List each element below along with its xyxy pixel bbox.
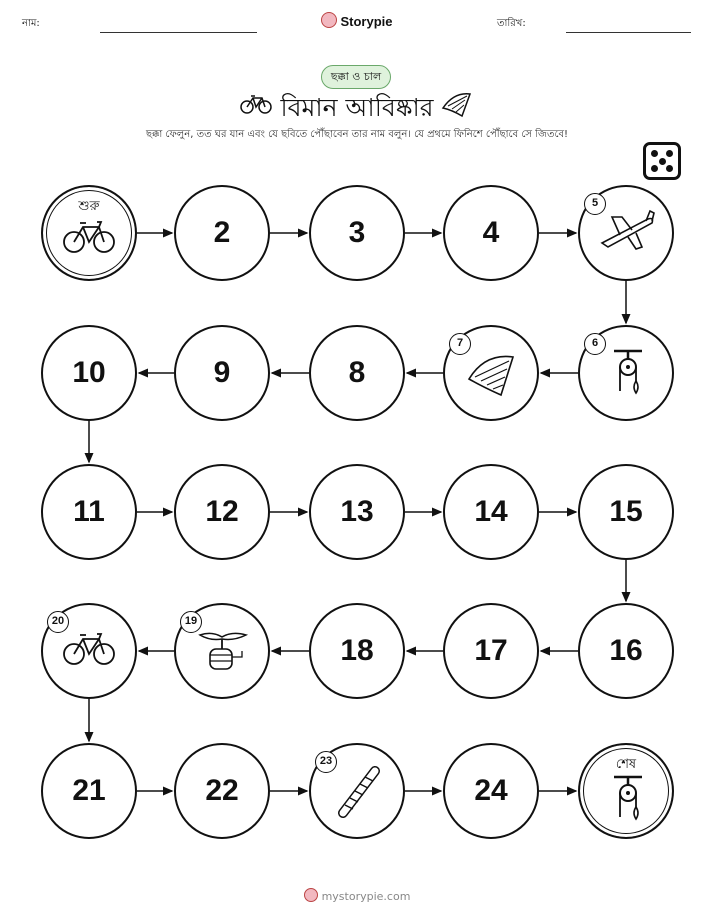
instructions: ছক্কা ফেলুন, তত ঘর যান এবং যে ছবিতে পৌঁছাবেন তার নাম বলুন। যে প্রথমে ফিনিশে পৌঁছাবে সে জিতবে! <box>145 129 569 140</box>
start-label: শুরু <box>78 199 100 214</box>
space-number: 17 <box>474 634 508 667</box>
space-number: 10 <box>72 356 106 389</box>
board-space-14[interactable] <box>443 464 539 560</box>
brand-logo: Storypie <box>0 12 714 29</box>
space-number: 2 <box>213 216 231 249</box>
board-space-5[interactable] <box>578 185 674 281</box>
board-space-16[interactable] <box>578 603 674 699</box>
start-space[interactable] <box>41 185 137 281</box>
board-space-10[interactable] <box>41 325 137 421</box>
space-number: 14 <box>474 495 508 528</box>
space-number: 16 <box>609 634 643 667</box>
space-number: 4 <box>482 216 500 249</box>
space-number-badge: 19 <box>180 611 202 633</box>
board-space-6[interactable] <box>578 325 674 421</box>
space-number: 11 <box>73 495 105 528</box>
board-space-12[interactable] <box>174 464 270 560</box>
board-space-19[interactable] <box>174 603 270 699</box>
board-space-13[interactable] <box>309 464 405 560</box>
space-number-badge: 5 <box>584 193 606 215</box>
board-space-20[interactable] <box>41 603 137 699</box>
board-space-24[interactable] <box>443 743 539 839</box>
board-space-4[interactable] <box>443 185 539 281</box>
board-space-3[interactable] <box>309 185 405 281</box>
board-space-18[interactable] <box>309 603 405 699</box>
space-number: 21 <box>72 774 106 807</box>
space-number-badge: 7 <box>449 333 471 355</box>
space-number-badge: 6 <box>584 333 606 355</box>
footer: mystorypie.com <box>0 888 714 903</box>
date-label: তারিখ: <box>497 18 526 29</box>
board-space-9[interactable] <box>174 325 270 421</box>
board-space-2[interactable] <box>174 185 270 281</box>
space-number: 9 <box>213 356 231 389</box>
space-number: 22 <box>205 774 239 807</box>
space-number: 12 <box>205 495 239 528</box>
space-number-badge: 23 <box>315 751 337 773</box>
game-type-badge: ছক্কা ও চাল <box>321 65 391 89</box>
finish-space[interactable] <box>578 743 674 839</box>
board-space-11[interactable] <box>41 464 137 560</box>
board-space-17[interactable] <box>443 603 539 699</box>
name-label: নাম: <box>22 18 40 29</box>
space-number: 24 <box>474 774 508 807</box>
board-space-21[interactable] <box>41 743 137 839</box>
space-number: 3 <box>348 216 366 249</box>
storypie-logo-icon <box>304 888 318 902</box>
space-number-badge: 20 <box>47 611 69 633</box>
board-space-22[interactable] <box>174 743 270 839</box>
board-space-7[interactable] <box>443 325 539 421</box>
space-number: 13 <box>340 495 374 528</box>
board-space-15[interactable] <box>578 464 674 560</box>
space-number: 15 <box>609 495 643 528</box>
page-title: বিমান আবিষ্কার <box>280 93 434 122</box>
board-space-23[interactable] <box>309 743 405 839</box>
end-label: শেষ <box>615 757 637 772</box>
board-space-8[interactable] <box>309 325 405 421</box>
space-number: 18 <box>340 634 374 667</box>
space-number: 8 <box>348 356 366 389</box>
